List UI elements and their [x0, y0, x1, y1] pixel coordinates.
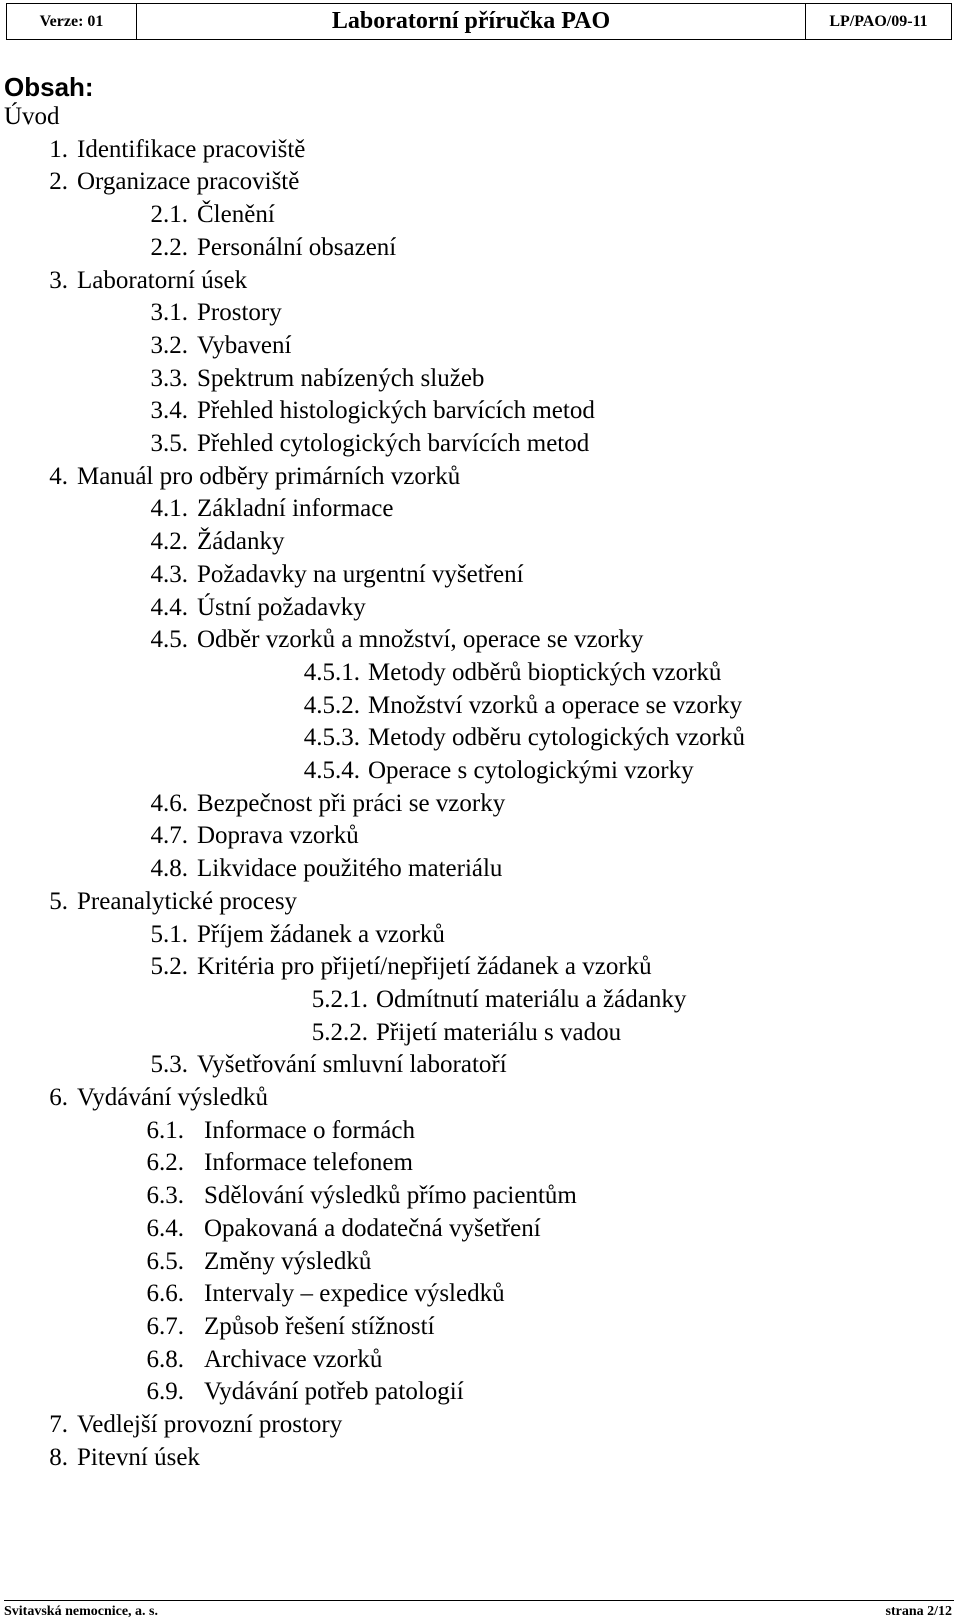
toc-entry-number: 3.3. [150, 364, 188, 392]
toc-entry-number: 4.7. [150, 822, 188, 850]
toc-entry-number: 4.5.3. [303, 724, 360, 752]
toc-entry-label: Odběr vzorků a množství, operace se vzorky [197, 626, 644, 654]
toc-entry-number: 6.8. [146, 1345, 184, 1373]
toc-entry-number: 2.2. [150, 233, 188, 261]
toc-entry-label: Množství vzorků a operace se vzorky [368, 691, 743, 719]
toc-entry-label: Žádanky [197, 528, 285, 556]
toc-entry-number: 2.1. [150, 201, 188, 229]
toc-entry-number: 4.5. [150, 626, 188, 654]
toc-entry-label: Odmítnutí materiálu a žádanky [376, 985, 687, 1013]
toc-entry-number: 6. [49, 1084, 68, 1111]
page-header [6, 3, 952, 40]
toc-entry-label: Vybavení [197, 331, 292, 359]
toc-entry-number: 5. [49, 887, 68, 915]
toc-entry-number: 6.7. [146, 1312, 184, 1340]
toc-entry-label: Přijetí materiálu s vadou [376, 1018, 622, 1046]
footer-divider [4, 1600, 954, 1601]
toc-entry-label: Informace telefonem [204, 1149, 413, 1177]
toc-entry-label: Doprava vzorků [197, 822, 359, 850]
footer-page-number: strana 2/12 [885, 1604, 952, 1619]
toc-entry-number: 1. [49, 135, 68, 163]
toc-entry-number: 4.1. [150, 495, 188, 523]
toc-entry-label: Příjem žádanek a vzorků [197, 920, 445, 948]
header-document-code: LP/PAO/09-11 [829, 12, 928, 30]
toc-entry-number: 5.2.1. [311, 985, 368, 1013]
toc-entry-label: Členění [197, 201, 275, 229]
toc-entry-label: Metody odběrů bioptických vzorků [368, 658, 722, 686]
toc-entry-label: Změny výsledků [204, 1247, 372, 1275]
toc-entry-number: 7. [49, 1411, 68, 1438]
toc-entry-label: Laboratorní úsek [77, 266, 248, 294]
toc-entry-number: 4.4. [150, 593, 188, 621]
toc-entry-number: 5.2.2. [311, 1018, 368, 1046]
toc-entry-label: Vyšetřování smluvní laboratoří [197, 1051, 507, 1079]
toc-entry-number: 3. [49, 266, 68, 294]
toc-entry-label: Prostory [197, 299, 282, 327]
toc-entry-label: Bezpečnost při práci se vzorky [197, 789, 506, 817]
toc-entry-label: Identifikace pracoviště [77, 135, 306, 163]
toc-entry-number: 6.5. [146, 1247, 184, 1275]
toc-entry-label: Manuál pro odběry primárních vzorků [77, 462, 461, 490]
toc-entry-number: 2. [49, 168, 68, 196]
toc-entry-number: 4.5.1. [303, 658, 360, 686]
toc-entry-number: 6.1. [146, 1116, 184, 1144]
toc-entry-label: Vydávání výsledků [77, 1084, 268, 1111]
toc-entry-label: Organizace pracoviště [77, 168, 300, 196]
toc-entry-label: Spektrum nabízených služeb [197, 364, 485, 392]
toc-entry-number: 3.4. [150, 397, 188, 425]
toc-entry-number: 6.9. [146, 1378, 184, 1406]
toc-entry-label: Vedlejší provozní prostory [77, 1411, 343, 1438]
toc-entry-number: 5.1. [150, 920, 188, 948]
header-version: Verze: 01 [7, 4, 137, 39]
header-title: Laboratorní příručka PAO [137, 4, 806, 39]
toc-entry-number: 3.2. [150, 331, 188, 359]
toc-entry-number: 4.3. [150, 560, 188, 588]
toc-heading: Obsah: [4, 72, 94, 102]
toc-entry-number: 8. [49, 1443, 68, 1471]
toc-entry-label: Způsob řešení stížností [204, 1312, 435, 1340]
toc-entry-label: Úvod [4, 103, 60, 130]
toc-entry-number: 6.2. [146, 1149, 184, 1177]
toc-entry-label: Kritéria pro přijetí/nepřijetí žádanek a vzorků [197, 953, 652, 981]
toc-entry-number: 5.2. [150, 953, 188, 981]
toc-entry-label: Archivace vzorků [204, 1345, 383, 1373]
toc-entry-number: 4.8. [150, 855, 188, 883]
toc-entry-label: Přehled cytologických barvících metod [197, 430, 590, 457]
toc-entry-label: Sdělování výsledků přímo pacientům [204, 1182, 577, 1210]
toc-entry-label: Pitevní úsek [77, 1443, 200, 1471]
toc-entry-number: 4.6. [150, 789, 188, 817]
toc-entry-number: 4.2. [150, 528, 188, 556]
toc-entry-label: Vydávání potřeb patologií [204, 1378, 464, 1406]
toc-entry-label: Intervaly – expedice výsledků [204, 1280, 505, 1308]
toc-entry-label: Přehled histologických barvících metod [197, 397, 595, 425]
toc-entry-label: Informace o formách [204, 1116, 415, 1144]
toc-entry-number: 4. [49, 462, 68, 490]
toc-entry-label: Preanalytické procesy [77, 887, 298, 915]
toc-entry-label: Personální obsazení [197, 233, 397, 261]
footer-organization: Svitavská nemocnice, a. s. [4, 1604, 158, 1619]
toc-entry-number: 5.3. [150, 1051, 188, 1079]
toc-entry-label: Metody odběru cytologických vzorků [368, 724, 745, 752]
toc-entry-number: 6.4. [146, 1214, 184, 1242]
toc-entry-number: 6.3. [146, 1182, 184, 1210]
toc-entry-number: 6.6. [146, 1280, 184, 1308]
toc-entry-label: Operace s cytologickými vzorky [368, 757, 694, 784]
toc-entry-label: Likvidace použitého materiálu [197, 855, 503, 883]
toc-entry-label: Základní informace [197, 495, 394, 523]
toc-entry-label: Požadavky na urgentní vyšetření [197, 560, 524, 588]
toc-entry-label: Opakovaná a dodatečná vyšetření [204, 1214, 541, 1242]
toc-entry-label: Ústní požadavky [197, 593, 366, 621]
toc-entry-number: 3.1. [150, 299, 188, 327]
toc-entry-number: 3.5. [150, 430, 188, 457]
toc-entry-number: 4.5.4. [303, 757, 360, 784]
toc-entry-number: 4.5.2. [303, 691, 360, 719]
